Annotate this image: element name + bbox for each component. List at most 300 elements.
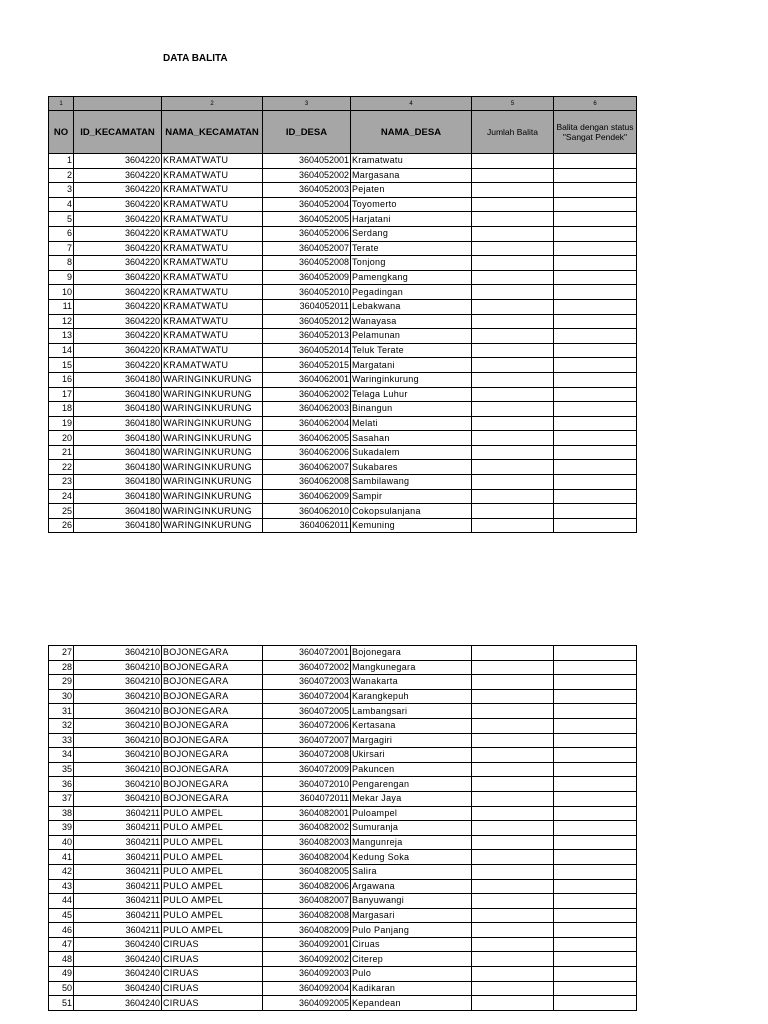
nama-desa-cell: Pejaten: [351, 183, 472, 198]
sangat-pendek-cell: [554, 704, 637, 719]
id-desa-cell: 3604052008: [263, 256, 351, 271]
id-kecamatan-cell: 3604211: [74, 879, 162, 894]
nama-desa-cell: Pelamunan: [351, 329, 472, 344]
jumlah-balita-cell: [472, 777, 554, 792]
nama-desa-cell: Pamengkang: [351, 270, 472, 285]
id-desa-cell: 3604082001: [263, 806, 351, 821]
id-desa-cell: 3604092005: [263, 996, 351, 1011]
table-row: [49, 791, 637, 806]
nama-kecamatan-cell: BOJONEGARA: [162, 733, 263, 748]
jumlah-balita-cell: [472, 733, 554, 748]
nama-desa-cell: Kedung Soka: [351, 850, 472, 865]
id-desa-cell: 3604062001: [263, 372, 351, 387]
row-number: 2: [49, 168, 74, 183]
id-kecamatan-cell: 3604210: [74, 675, 162, 690]
id-desa-cell: 3604082002: [263, 821, 351, 836]
row-number: 25: [49, 504, 74, 519]
id-kecamatan-cell: 3604240: [74, 967, 162, 982]
table-row: [49, 154, 637, 169]
row-number: 45: [49, 908, 74, 923]
sangat-pendek-cell: [554, 183, 637, 198]
id-desa-cell: 3604072008: [263, 748, 351, 763]
nama-desa-cell: Telaga Luhur: [351, 387, 472, 402]
nama-kecamatan-cell: KRAMATWATU: [162, 212, 263, 227]
id-kecamatan-cell: 3604220: [74, 299, 162, 314]
nama-kecamatan-cell: WARINGINKURUNG: [162, 518, 263, 533]
id-kecamatan-cell: 3604210: [74, 762, 162, 777]
id-kecamatan-cell: 3604220: [74, 241, 162, 256]
nama-kecamatan-cell: KRAMATWATU: [162, 256, 263, 271]
nama-desa-cell: Teluk Terate: [351, 343, 472, 358]
id-kecamatan-cell: 3604211: [74, 908, 162, 923]
table-row: [49, 299, 637, 314]
table-row: [49, 923, 637, 938]
table-row: [49, 226, 637, 241]
table-row: [49, 646, 637, 661]
row-number: 23: [49, 475, 74, 490]
sangat-pendek-cell: [554, 445, 637, 460]
id-kecamatan-cell: 3604220: [74, 358, 162, 373]
nama-desa-cell: Mekar Jaya: [351, 791, 472, 806]
nama-kecamatan-cell: BOJONEGARA: [162, 675, 263, 690]
jumlah-balita-cell: [472, 475, 554, 490]
id-kecamatan-cell: 3604220: [74, 183, 162, 198]
row-number: 1: [49, 154, 74, 169]
sangat-pendek-cell: [554, 864, 637, 879]
id-kecamatan-cell: 3604210: [74, 748, 162, 763]
id-kecamatan-cell: 3604180: [74, 372, 162, 387]
nama-kecamatan-cell: KRAMATWATU: [162, 299, 263, 314]
table-row: [49, 821, 637, 836]
sangat-pendek-cell: [554, 416, 637, 431]
nama-desa-cell: Serdang: [351, 226, 472, 241]
id-desa-cell: 3604052010: [263, 285, 351, 300]
id-desa-cell: 3604072006: [263, 718, 351, 733]
table-row: [49, 981, 637, 996]
id-kecamatan-cell: 3604180: [74, 402, 162, 417]
sangat-pendek-cell: [554, 358, 637, 373]
sangat-pendek-cell: [554, 475, 637, 490]
id-desa-cell: 3604082004: [263, 850, 351, 865]
id-kecamatan-cell: 3604180: [74, 387, 162, 402]
header-row: [49, 111, 637, 154]
nama-kecamatan-cell: KRAMATWATU: [162, 183, 263, 198]
id-kecamatan-cell: 3604240: [74, 952, 162, 967]
table-row: [49, 937, 637, 952]
row-number: 16: [49, 372, 74, 387]
sangat-pendek-cell: [554, 212, 637, 227]
sangat-pendek-cell: [554, 329, 637, 344]
table-row: [49, 748, 637, 763]
table-row: [49, 372, 637, 387]
nama-desa-cell: Pegadingan: [351, 285, 472, 300]
nama-kecamatan-cell: KRAMATWATU: [162, 241, 263, 256]
row-number: 5: [49, 212, 74, 227]
sangat-pendek-cell: [554, 489, 637, 504]
id-desa-cell: 3604092002: [263, 952, 351, 967]
row-number: 41: [49, 850, 74, 865]
nama-kecamatan-cell: WARINGINKURUNG: [162, 460, 263, 475]
id-kecamatan-cell: 3604220: [74, 285, 162, 300]
nama-desa-cell: Kemuning: [351, 518, 472, 533]
nama-desa-cell: Pengarengan: [351, 777, 472, 792]
id-desa-cell: 3604092001: [263, 937, 351, 952]
sangat-pendek-cell: [554, 879, 637, 894]
jumlah-balita-cell: [472, 460, 554, 475]
id-kecamatan-cell: 3604180: [74, 504, 162, 519]
row-number: 40: [49, 835, 74, 850]
jumlah-balita-cell: [472, 256, 554, 271]
table-row: [49, 445, 637, 460]
id-kecamatan-cell: 3604211: [74, 850, 162, 865]
jumlah-balita-cell: [472, 806, 554, 821]
table-row: [49, 835, 637, 850]
nama-desa-cell: Ciruas: [351, 937, 472, 952]
jumlah-balita-cell: [472, 285, 554, 300]
nama-desa-cell: Kepandean: [351, 996, 472, 1011]
id-desa-cell: 3604052006: [263, 226, 351, 241]
nama-kecamatan-cell: CIRUAS: [162, 937, 263, 952]
table-row: [49, 270, 637, 285]
sangat-pendek-cell: [554, 952, 637, 967]
id-desa-cell: 3604052001: [263, 154, 351, 169]
id-kecamatan-cell: 3604220: [74, 270, 162, 285]
id-kecamatan-cell: 3604180: [74, 475, 162, 490]
row-number: 35: [49, 762, 74, 777]
nama-kecamatan-cell: WARINGINKURUNG: [162, 445, 263, 460]
table-row: [49, 475, 637, 490]
jumlah-balita-cell: [472, 675, 554, 690]
nama-desa-cell: Margasana: [351, 168, 472, 183]
id-kecamatan-cell: 3604210: [74, 689, 162, 704]
nama-desa-cell: Kertasana: [351, 718, 472, 733]
id-desa-cell: 3604052007: [263, 241, 351, 256]
id-kecamatan-cell: 3604211: [74, 806, 162, 821]
id-desa-cell: 3604052013: [263, 329, 351, 344]
id-desa-cell: 3604052012: [263, 314, 351, 329]
jumlah-balita-cell: [472, 183, 554, 198]
nama-desa-cell: Kramatwatu: [351, 154, 472, 169]
jumlah-balita-cell: [472, 212, 554, 227]
id-kecamatan-cell: 3604180: [74, 518, 162, 533]
sangat-pendek-cell: [554, 154, 637, 169]
row-number: 6: [49, 226, 74, 241]
id-kecamatan-cell: 3604220: [74, 154, 162, 169]
column-number: 2: [162, 97, 263, 111]
jumlah-balita-cell: [472, 821, 554, 836]
id-kecamatan-cell: 3604220: [74, 226, 162, 241]
id-kecamatan-cell: 3604220: [74, 256, 162, 271]
nama-desa-cell: Sumuranja: [351, 821, 472, 836]
header-balita-sangat-pendek: Balita dengan status "Sangat Pendek": [554, 111, 637, 154]
nama-kecamatan-cell: PULO AMPEL: [162, 850, 263, 865]
id-kecamatan-cell: 3604180: [74, 431, 162, 446]
row-number: 38: [49, 806, 74, 821]
table-row: [49, 431, 637, 446]
nama-desa-cell: Margasari: [351, 908, 472, 923]
nama-desa-cell: Terate: [351, 241, 472, 256]
nama-kecamatan-cell: PULO AMPEL: [162, 894, 263, 909]
jumlah-balita-cell: [472, 489, 554, 504]
id-kecamatan-cell: 3604210: [74, 718, 162, 733]
jumlah-balita-cell: [472, 791, 554, 806]
table-row: [49, 168, 637, 183]
row-number: 39: [49, 821, 74, 836]
row-number: 50: [49, 981, 74, 996]
id-desa-cell: 3604072001: [263, 646, 351, 661]
id-desa-cell: 3604082006: [263, 879, 351, 894]
row-number: 32: [49, 718, 74, 733]
row-number: 12: [49, 314, 74, 329]
id-kecamatan-cell: 3604220: [74, 314, 162, 329]
sangat-pendek-cell: [554, 791, 637, 806]
column-number: 3: [263, 97, 351, 111]
sangat-pendek-cell: [554, 402, 637, 417]
nama-kecamatan-cell: KRAMATWATU: [162, 270, 263, 285]
nama-kecamatan-cell: BOJONEGARA: [162, 689, 263, 704]
jumlah-balita-cell: [472, 835, 554, 850]
nama-desa-cell: Waringinkurung: [351, 372, 472, 387]
row-number: 10: [49, 285, 74, 300]
table-row: [49, 777, 637, 792]
nama-kecamatan-cell: PULO AMPEL: [162, 821, 263, 836]
nama-desa-cell: Pulo Panjang: [351, 923, 472, 938]
jumlah-balita-cell: [472, 996, 554, 1011]
data-table-part-2: [48, 645, 637, 1011]
id-desa-cell: 3604092003: [263, 967, 351, 982]
sangat-pendek-cell: [554, 241, 637, 256]
row-number: 36: [49, 777, 74, 792]
column-number: 5: [472, 97, 554, 111]
nama-kecamatan-cell: PULO AMPEL: [162, 864, 263, 879]
nama-kecamatan-cell: CIRUAS: [162, 996, 263, 1011]
sangat-pendek-cell: [554, 299, 637, 314]
table-row: [49, 908, 637, 923]
id-desa-cell: 3604052011: [263, 299, 351, 314]
row-number: 29: [49, 675, 74, 690]
nama-kecamatan-cell: WARINGINKURUNG: [162, 402, 263, 417]
id-kecamatan-cell: 3604180: [74, 460, 162, 475]
header-id-desa: ID_DESA: [263, 111, 351, 154]
nama-desa-cell: Ukirsari: [351, 748, 472, 763]
jumlah-balita-cell: [472, 431, 554, 446]
row-number: 19: [49, 416, 74, 431]
sangat-pendek-cell: [554, 343, 637, 358]
sangat-pendek-cell: [554, 372, 637, 387]
sangat-pendek-cell: [554, 431, 637, 446]
id-desa-cell: 3604072010: [263, 777, 351, 792]
id-kecamatan-cell: 3604211: [74, 821, 162, 836]
id-desa-cell: 3604082007: [263, 894, 351, 909]
row-number: 47: [49, 937, 74, 952]
table-row: [49, 518, 637, 533]
id-desa-cell: 3604062007: [263, 460, 351, 475]
id-kecamatan-cell: 3604220: [74, 212, 162, 227]
row-number: 27: [49, 646, 74, 661]
id-desa-cell: 3604092004: [263, 981, 351, 996]
id-desa-cell: 3604062005: [263, 431, 351, 446]
jumlah-balita-cell: [472, 226, 554, 241]
table-row: [49, 689, 637, 704]
id-desa-cell: 3604052003: [263, 183, 351, 198]
nama-kecamatan-cell: PULO AMPEL: [162, 879, 263, 894]
sangat-pendek-cell: [554, 850, 637, 865]
id-desa-cell: 3604062008: [263, 475, 351, 490]
table-row: [49, 358, 637, 373]
row-number: 21: [49, 445, 74, 460]
id-kecamatan-cell: 3604210: [74, 791, 162, 806]
row-number: 13: [49, 329, 74, 344]
sangat-pendek-cell: [554, 762, 637, 777]
jumlah-balita-cell: [472, 704, 554, 719]
sangat-pendek-cell: [554, 923, 637, 938]
nama-desa-cell: Pulo: [351, 967, 472, 982]
row-number: 11: [49, 299, 74, 314]
sangat-pendek-cell: [554, 718, 637, 733]
table-row: [49, 183, 637, 198]
nama-desa-cell: Pakuncen: [351, 762, 472, 777]
sangat-pendek-cell: [554, 748, 637, 763]
sangat-pendek-cell: [554, 387, 637, 402]
nama-kecamatan-cell: BOJONEGARA: [162, 777, 263, 792]
table-row: [49, 460, 637, 475]
nama-desa-cell: Citerep: [351, 952, 472, 967]
id-kecamatan-cell: 3604180: [74, 445, 162, 460]
id-desa-cell: 3604072011: [263, 791, 351, 806]
nama-kecamatan-cell: KRAMATWATU: [162, 154, 263, 169]
nama-desa-cell: Lambangsari: [351, 704, 472, 719]
nama-kecamatan-cell: CIRUAS: [162, 952, 263, 967]
table-row: [49, 343, 637, 358]
nama-desa-cell: Melati: [351, 416, 472, 431]
id-desa-cell: 3604072009: [263, 762, 351, 777]
jumlah-balita-cell: [472, 894, 554, 909]
jumlah-balita-cell: [472, 387, 554, 402]
table-row: [49, 197, 637, 212]
id-kecamatan-cell: 3604210: [74, 777, 162, 792]
row-number: 33: [49, 733, 74, 748]
nama-kecamatan-cell: BOJONEGARA: [162, 762, 263, 777]
table-row: [49, 256, 637, 271]
row-number: 28: [49, 660, 74, 675]
nama-kecamatan-cell: BOJONEGARA: [162, 646, 263, 661]
id-kecamatan-cell: 3604211: [74, 894, 162, 909]
id-kecamatan-cell: 3604180: [74, 489, 162, 504]
nama-kecamatan-cell: BOJONEGARA: [162, 748, 263, 763]
jumlah-balita-cell: [472, 402, 554, 417]
nama-desa-cell: Harjatani: [351, 212, 472, 227]
row-number: 43: [49, 879, 74, 894]
jumlah-balita-cell: [472, 270, 554, 285]
sangat-pendek-cell: [554, 314, 637, 329]
nama-kecamatan-cell: CIRUAS: [162, 981, 263, 996]
column-number-row: [49, 97, 637, 111]
nama-desa-cell: Margatani: [351, 358, 472, 373]
table-row: [49, 314, 637, 329]
row-number: 9: [49, 270, 74, 285]
nama-desa-cell: Cokopsulanjana: [351, 504, 472, 519]
id-desa-cell: 3604062006: [263, 445, 351, 460]
sangat-pendek-cell: [554, 270, 637, 285]
nama-desa-cell: Wanakarta: [351, 675, 472, 690]
id-desa-cell: 3604072007: [263, 733, 351, 748]
table-row: [49, 241, 637, 256]
id-desa-cell: 3604062011: [263, 518, 351, 533]
jumlah-balita-cell: [472, 718, 554, 733]
id-kecamatan-cell: 3604211: [74, 923, 162, 938]
row-number: 48: [49, 952, 74, 967]
id-desa-cell: 3604052015: [263, 358, 351, 373]
jumlah-balita-cell: [472, 952, 554, 967]
table-row: [49, 212, 637, 227]
sangat-pendek-cell: [554, 675, 637, 690]
nama-desa-cell: Tonjong: [351, 256, 472, 271]
jumlah-balita-cell: [472, 314, 554, 329]
table-row: [49, 675, 637, 690]
nama-kecamatan-cell: BOJONEGARA: [162, 791, 263, 806]
row-number: 14: [49, 343, 74, 358]
jumlah-balita-cell: [472, 660, 554, 675]
nama-desa-cell: Banyuwangi: [351, 894, 472, 909]
jumlah-balita-cell: [472, 923, 554, 938]
column-number: 4: [351, 97, 472, 111]
table-row: [49, 704, 637, 719]
jumlah-balita-cell: [472, 850, 554, 865]
nama-kecamatan-cell: KRAMATWATU: [162, 314, 263, 329]
jumlah-balita-cell: [472, 504, 554, 519]
id-kecamatan-cell: 3604220: [74, 343, 162, 358]
id-desa-cell: 3604082005: [263, 864, 351, 879]
row-number: 20: [49, 431, 74, 446]
nama-kecamatan-cell: WARINGINKURUNG: [162, 372, 263, 387]
id-desa-cell: 3604062010: [263, 504, 351, 519]
nama-kecamatan-cell: KRAMATWATU: [162, 168, 263, 183]
row-number: 7: [49, 241, 74, 256]
row-number: 18: [49, 402, 74, 417]
jumlah-balita-cell: [472, 908, 554, 923]
row-number: 4: [49, 197, 74, 212]
nama-desa-cell: Sukabares: [351, 460, 472, 475]
jumlah-balita-cell: [472, 299, 554, 314]
jumlah-balita-cell: [472, 748, 554, 763]
nama-kecamatan-cell: PULO AMPEL: [162, 835, 263, 850]
id-desa-cell: 3604052002: [263, 168, 351, 183]
nama-kecamatan-cell: WARINGINKURUNG: [162, 489, 263, 504]
id-desa-cell: 3604082009: [263, 923, 351, 938]
sangat-pendek-cell: [554, 996, 637, 1011]
nama-desa-cell: Argawana: [351, 879, 472, 894]
row-number: 49: [49, 967, 74, 982]
jumlah-balita-cell: [472, 197, 554, 212]
nama-kecamatan-cell: CIRUAS: [162, 967, 263, 982]
nama-desa-cell: Lebakwana: [351, 299, 472, 314]
data-table-part-1: [48, 96, 637, 533]
nama-kecamatan-cell: BOJONEGARA: [162, 704, 263, 719]
sangat-pendek-cell: [554, 894, 637, 909]
nama-kecamatan-cell: PULO AMPEL: [162, 908, 263, 923]
id-desa-cell: 3604062004: [263, 416, 351, 431]
sangat-pendek-cell: [554, 226, 637, 241]
id-kecamatan-cell: 3604220: [74, 329, 162, 344]
nama-kecamatan-cell: BOJONEGARA: [162, 660, 263, 675]
table-row: [49, 329, 637, 344]
jumlah-balita-cell: [472, 358, 554, 373]
nama-kecamatan-cell: KRAMATWATU: [162, 358, 263, 373]
jumlah-balita-cell: [472, 372, 554, 387]
row-number: 15: [49, 358, 74, 373]
id-kecamatan-cell: 3604240: [74, 937, 162, 952]
id-kecamatan-cell: 3604211: [74, 835, 162, 850]
